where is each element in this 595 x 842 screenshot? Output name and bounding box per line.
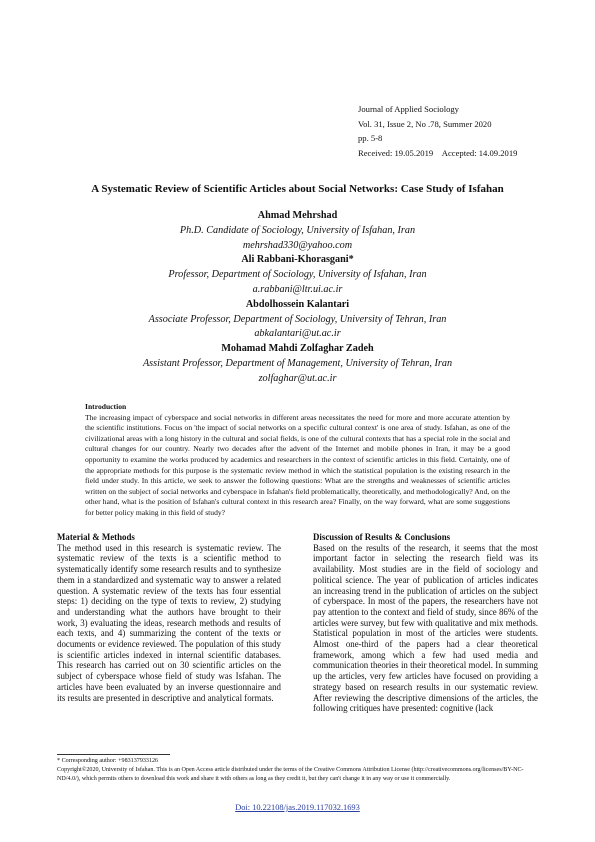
doi-line (0, 803, 595, 812)
author-email: mehrshad330@yahoo.com (242, 239, 353, 251)
author-affiliation: Professor, Department of Sociology, University of Isfahan, Iran (168, 269, 427, 281)
footnote (57, 757, 539, 784)
author-affiliation: Associate Professor, Department of Sociology, University of Tehran, Iran (148, 313, 447, 325)
journal-info (358, 102, 558, 160)
journal-dates (358, 146, 558, 161)
methods-heading: Material & Methods (57, 532, 135, 542)
footnote-divider (57, 754, 170, 755)
author-list (60, 209, 535, 387)
author-email: a.rabbani@ltr.ui.ac.ir (252, 283, 343, 295)
journal-volume: Vol. 31, Issue 2, No .78, Summer 2020 (358, 118, 492, 129)
copyright-notice: Copyright©2020, University of Isfahan. This is an Open Access article distributed under the terms of the Creative Commons Attribution License (http://creativecommons.org/licenses/BY-NC-ND/4.0/), which permits others to download this work and share it with others as long as they credit it, but they can't change it in any way or use it commercially. (57, 767, 524, 782)
author-affiliation: Assistant Professor, Department of Management, University of Tehran, Iran (142, 357, 453, 369)
received-date: Received: 19.05.2019 (358, 147, 434, 158)
corresponding-author: * Corresponding author: +983137933126 (57, 758, 159, 764)
discussion-heading: Discussion of Results & Conclusions (313, 532, 451, 542)
author-name: Ali Rabbani-Khorasgani* (241, 254, 354, 266)
paper-title: A Systematic Review of Scientific Articles about Social Networks: Case Study of Isfahan (91, 183, 504, 195)
discussion-text: Based on the results of the research, it seems that the most important factor in selecting the research field was its availability. Most studies are in the field of sociology and political science. The year of publication of articles indicates an increasing trend in the publication of articles on the subject of cyberspace. In most of the papers, the researchers have not pay attention to the context and field of study, since 86% of the articles were survey, but few with qualitative and mix methods. Statistical population in most of the articles were students. Almost one-third of the papers had a clear theoretical framework, among which a few had used media and communication theories in their theoretical model. In summing up the articles, very few articles have focused on providing a strategy based on research results in our systematic review. After reviewing the descriptive dimensions of the articles, the following critiques have presented: cognitive (lack (313, 542, 538, 714)
doi-link[interactable]: Doi: 10.22108/jas.2019.117032.1693 (235, 803, 360, 812)
journal-pages: pp. 5-8 (358, 133, 383, 143)
author-name: Abdolhossein Kalantari (245, 298, 350, 310)
author-email: zolfaghar@ut.ac.ir (258, 372, 337, 384)
journal-name: Journal of Applied Sociology (358, 104, 459, 114)
introduction-text: The increasing impact of cyberspace and social networks in different areas necessitates the need for more and more accurate attention by the scientific institutions. Focus on 'the impact of social networks on a specific cultural context' is one area of study. Isfahan, as one of the civilizational areas with a long history in the cultural and social fields, is one of the cultural contexts that has a special role in the social and cultural changes for our country. Nearly two decades after the advent of the Internet and mobile phones in Iran, it may be a good opportunity to examine the works produced by academics and researchers in the context of scientific articles in this field. Certainly, one of the appropriate methods for this purpose is the systematic review method in which the statistical population is the existing research in the field under study. In this article, we seek to answer the following questions: What are the strengths and weaknesses of scientific articles written on the subject of social networks and cyberspace in Isfahan's field problematically, theoretically, and methodologically? And, on the other hand, what is the position of Isfahan's cultural context in this research area? Finally, on the way forward, what are some suggestions for better policy making in this field of study? (85, 412, 510, 517)
author-email: abkalantari@ut.ac.ir (254, 328, 341, 340)
author-affiliation: Ph.D. Candidate of Sociology, University of Isfahan, Iran (179, 224, 416, 236)
author-name: Ahmad Mehrshad (257, 210, 338, 221)
discussion-section (313, 532, 538, 714)
accepted-date: Accepted: 14.09.2019 (441, 147, 518, 158)
methods-text: The method used in this research is systematic review. The systematic review of the texts is a scientific method to systematically identify some research results and to synthesize them in a standardized and systematic way to answer a related question. A systematic review of the texts has four essential steps: 1) deciding on the type of texts to review, 2) studying and understanding what the authors have brought to their work, 3) evaluating the ideas, research methods and results of each texts, and 4) summarizing the content of the texts or documents or evidence reviewed. The population of this study is scientific articles indexed in internal scientific databases. This research has carried out on 30 scientific articles on the subject of cyberspace whose field of study was Isfahan. The articles have been evaluated by an inverse questionnaire and its results are presented in descriptive and analytical formats. (57, 542, 281, 703)
methods-section (57, 532, 281, 703)
author-name: Mohamad Mahdi Zolfaghar Zadeh (221, 343, 374, 355)
introduction-section (85, 402, 510, 519)
introduction-heading: Introduction (85, 402, 127, 411)
